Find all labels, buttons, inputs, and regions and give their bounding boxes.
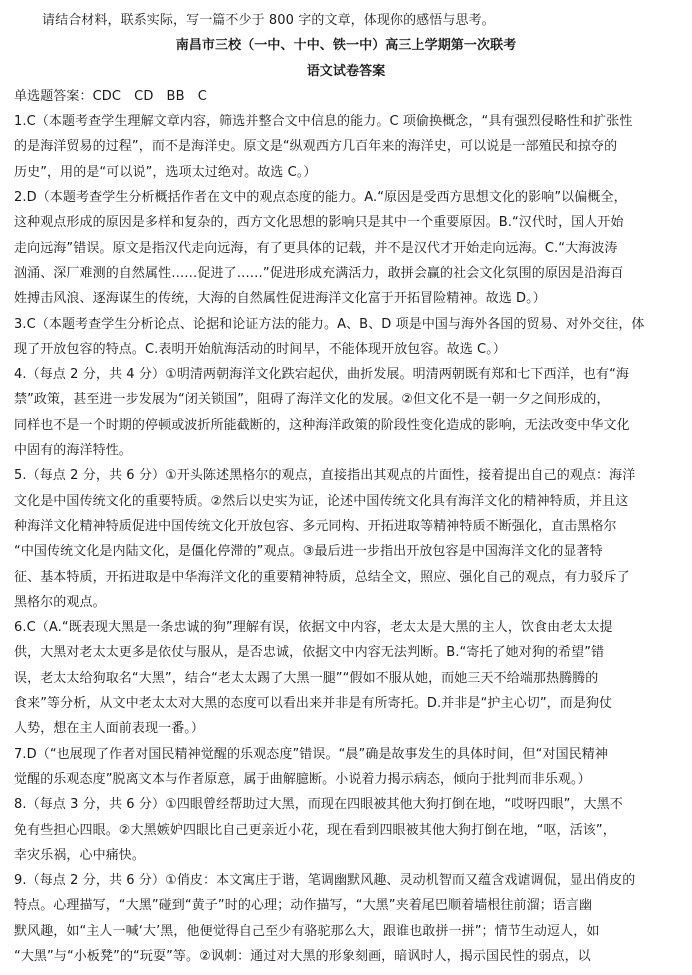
answer-key: 单选题答案：CDC CD BB C <box>14 88 207 104</box>
text-line: 这种观点形成的原因是多样和复杂的，西方文化思想的影响只是其中一个重要原因。B.“汉代时，国人开始 <box>14 215 624 231</box>
text-line: 特点。心理描写，“大黑”碰到“黄子”时的心理；动作描写，“大黑”夹着尾巴顺着墙根往前溜；语言幽 <box>14 898 593 914</box>
text-line: 6.C（A.“既表现大黑是一条忠诚的狗”理解有误，依据文中内容，老太太是大黑的主人，饮食由老太太提 <box>14 620 613 636</box>
text-line: 3.C（本题考查学生分析论点、论据和论证方法的能力。A、B、D 项是中国与海外各国的贸易、对外交往，体 <box>14 316 645 332</box>
text-line: 幸灾乐祸，心中痛快。 <box>14 847 146 863</box>
text-line: 食来”等分析，从文中老太太对大黑的态度可以看出来并非是有所寄托。D.并非是“护主心切”，而是狗仗 <box>14 696 613 712</box>
text-line: 中固有的海洋特性。 <box>14 443 132 459</box>
text-line: “中国传统文化是内陆文化，是僵化停滞的”观点。③最后进一步指出开放包容是中国海洋文化的显著特 <box>14 544 603 560</box>
text-line: 4.（每点 2 分，共 4 分）①明清两朝海洋文化跌宕起伏，曲折发展。明清两朝既有郑和七下西洋，也有“海 <box>14 367 630 383</box>
text-line: 同样也不是一个时期的停顿或波折所能截断的，这种海洋政策的阶段性变化造成的影响，无法改变中华文化 <box>14 417 630 433</box>
exam-subtitle: 语文试卷答案 <box>306 63 386 79</box>
text-line: 走向远海”错误。原文是指汉代走向远海，有了更具体的记载，并不是汉代才开始走向远海。C.“大海波涛 <box>14 240 618 256</box>
text-line: 8.（每点 3 分，共 6 分）①四眼曾经帮助过大黑，而现在四眼被其他大狗打倒在地，“哎呀四眼”，大黑不 <box>14 797 623 813</box>
text-line: 误，老太太给狗取名“大黑”，结合“老太太踢了大黑一腿”“假如不服从她，而她三天不给端那热腾腾的 <box>14 670 599 686</box>
text-line: 觉醒的乐观态度”脱离文本与作者原意，属于曲解臆断。小说着力揭示病态，倾向于批判而非乐观。） <box>14 771 591 787</box>
text-line: 黑格尔的观点。 <box>14 594 106 610</box>
text-line: 现了开放包容的特点。C.表明开始航海活动的时间早，不能体现开放包容。故选 C。） <box>14 341 506 357</box>
text-line: “大黑”与“小板凳”的“玩耍”等。②讽刺：通过对大黑的形象刻画，暗讽时人，揭示国民性的弱点，以 <box>14 948 591 964</box>
text-line: 征、基本特质，开拓进取是中华海洋文化的重要精神特质，总结全文，照应、强化自己的观点，有力驳斥了 <box>14 569 630 585</box>
prompt-line: 请结合材料，联系实际，写一篇不少于 800 字的文章，体现你的感悟与思考。 <box>42 13 495 28</box>
text-line: 默风趣，如“主人一喊‘大’黑，他便觉得自己至少有骆驼那么大，跟谁也敢拼一拼”；情节生动逗人，如 <box>14 923 600 939</box>
text-line: 姓搏击风浪、逐海谋生的传统，大海的自然属性促进海洋文化富于开拓冒险精神。故选 D。） <box>14 291 546 307</box>
text-line: 的是海洋贸易的过程”，而不是海洋史。原文是“纵观西方几百年来的海洋史，可以说是一部殖民和掠夺的 <box>14 139 618 155</box>
text-line: 供，大黑对老太太更多是依仗与服从，是否忠诚，依据文中内容无法判断。B.“寄托了她对狗的希望”错 <box>14 645 605 661</box>
text-line: 1.C（本题考查学生理解文章内容，筛选并整合文中信息的能力。C 项偷换概念，“具有强烈侵略性和扩张性 <box>14 114 633 130</box>
text-line: 2.D（本题考查学生分析概括作者在文中的观点态度的能力。A.“原因是受西方思想文化的影响”以偏概全， <box>14 190 627 206</box>
exam-title: 南昌市三校（一中、十中、铁一中）高三上学期第一次联考 <box>175 38 517 54</box>
text-line: 禁”政策，甚至进一步发展为“闭关锁国”，阻碍了海洋文化的发展。②但文化不是一朝一夕之间形成的， <box>14 392 610 408</box>
text-line: 7.D（“也展现了作者对国民精神觉醒的乐观态度”错误。“晨”确是故事发生的具体时间，但“对国民精神 <box>14 746 608 762</box>
text-line: 文化是中国传统文化的重要特质。②然后以史实为证，论述中国传统文化具有海洋文化的精神特质，并且这 <box>14 493 629 509</box>
text-line: 汹涌、深厂难测的自然属性……促进了……”促进形成充满活力，敢拼会赢的社会文化氛围的原因是沿海百 <box>14 265 624 281</box>
text-line: 历史”，用的是“可以说”，选项太过绝对。故选 C。） <box>14 164 317 180</box>
text-line: 人势，想在主人面前表现一番。） <box>14 721 205 737</box>
text-line: 种海洋文化精神特质促进中国传统文化开放包容、多元同构、开拓进取等精神特质不断强化，直击黑格尔 <box>14 518 617 534</box>
text-line: 5.（每点 2 分，共 6 分）①开头陈述黑格尔的观点，直接指出其观点的片面性，接着提出自己的观点：海洋 <box>14 468 636 484</box>
text-line: 9.（每点 2 分，共 6 分）①俏皮：本文寓庄于谐，笔调幽默风趣、灵动机智而又蕴含戏谑调侃，显出俏皮的 <box>14 873 636 889</box>
text-line: 免有些担心四眼。②大黑嫉妒四眼比自己更亲近小花，现在看到四眼被其他大狗打倒在地，“呕，活该”， <box>14 822 616 838</box>
